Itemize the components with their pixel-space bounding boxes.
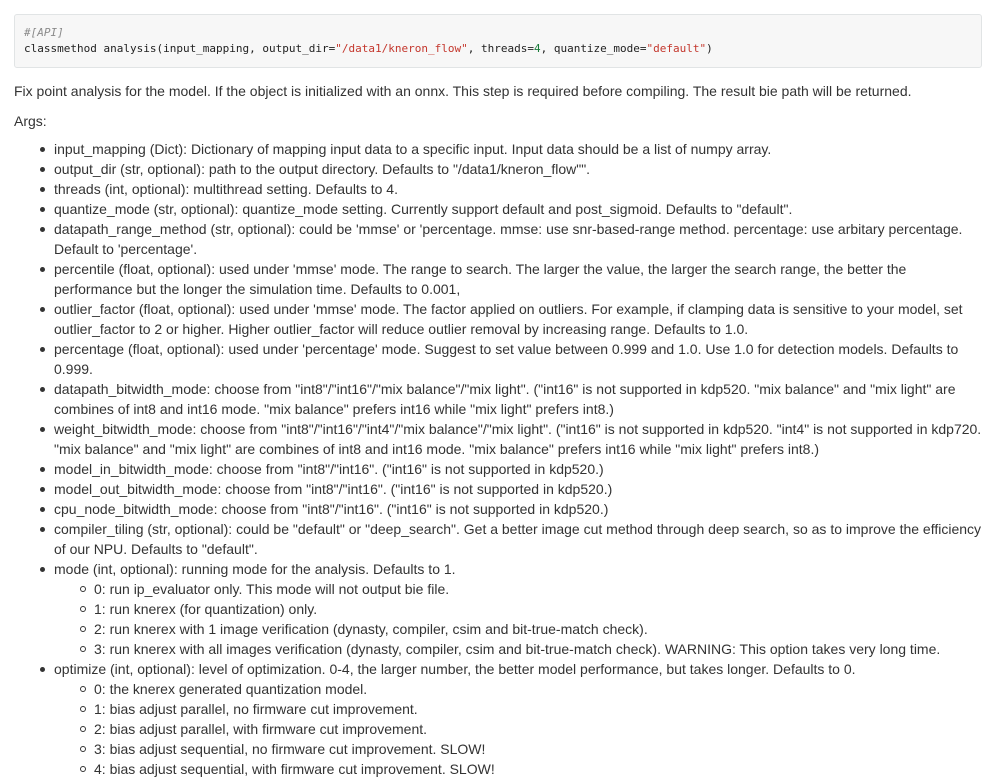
arg-mode-text: mode (int, optional): running mode for the analysis. Defaults to 1. (54, 561, 456, 577)
code-quantize-value: "default" (646, 42, 707, 55)
arg-datapath-range-method: datapath_range_method (str, optional): could be 'mmse' or 'percentage. mmse: use snr-based-range method. percentage: use arbitary percentage. Default to 'percentage'. (54, 219, 984, 259)
arg-compiler-tiling: compiler_tiling (str, optional): could be "default" or "deep_search". Get a better image cut method through deep search, so as to improve the efficiency of our NPU. Defaults to "default". (54, 519, 984, 559)
code-output-dir-value: "/data1/kneron_flow" (335, 42, 468, 55)
arg-input-mapping: input_mapping (Dict): Dictionary of mapping input data to a specific input. Input data should be a list of numpy array. (54, 139, 984, 159)
arg-threads: threads (int, optional): multithread setting. Defaults to 4. (54, 179, 984, 199)
mode-option: 0: run ip_evaluator only. This mode will not output bie file. (94, 579, 984, 599)
code-signature (24, 41, 972, 57)
optimize-option: 1: bias adjust parallel, no firmware cut improvement. (94, 699, 984, 719)
arg-output-dir: output_dir (str, optional): path to the output directory. Defaults to "/data1/kneron_flow"". (54, 159, 984, 179)
code-suffix: ) (706, 42, 713, 55)
optimize-option: 4: bias adjust sequential, with firmware cut improvement. SLOW! (94, 759, 984, 779)
args-list (0, 139, 984, 779)
mode-options-list (54, 579, 984, 659)
code-threads-value: 4 (533, 42, 541, 55)
arg-outlier-factor: outlier_factor (float, optional): used under 'mmse' mode. The factor applied on outliers. For example, if clamping data is sensitive to your model, set outlier_factor to 2 or higher. Higher outlier_factor will reduce outlier removal by increasing range. Defaults to 1.0. (54, 299, 984, 339)
arg-percentile: percentile (float, optional): used under 'mmse' mode. The range to search. The larger the value, the larger the search range, the better the performance but the longer the simulation time. Defaults to 0.001, (54, 259, 984, 299)
optimize-options-list (54, 679, 984, 779)
arg-weight-bitwidth-mode: weight_bitwidth_mode: choose from "int8"/"int16"/"int4"/"mix balance"/"mix light". ("int16" is not supported in kdp520. "int4" is not supported in kdp720. "mix balance" and "mix light" are combines of int8 and int16 mode. "mix balance" prefers int16 while "mix light" prefers int8.) (54, 419, 984, 459)
arg-model-in-bitwidth-mode: model_in_bitwidth_mode: choose from "int8"/"int16". ("int16" is not supported in kdp520.) (54, 459, 984, 479)
arg-datapath-bitwidth-mode: datapath_bitwidth_mode: choose from "int8"/"int16"/"mix balance"/"mix light". ("int16" is not supported in kdp520. "mix balance" and "mix light" are combines of int8 and int16 mode. "mix balance" prefers int16 while "mix light" prefers int8.) (54, 379, 984, 419)
arg-model-out-bitwidth-mode: model_out_bitwidth_mode: choose from "int8"/"int16". ("int16" is not supported in kdp520.) (54, 479, 984, 499)
arg-optimize (54, 659, 984, 779)
args-heading: Args: (14, 113, 47, 129)
optimize-option: 2: bias adjust parallel, with firmware cut improvement. (94, 719, 984, 739)
code-comment: #[API] (24, 26, 64, 39)
mode-option: 2: run knerex with 1 image verification (dynasty, compiler, csim and bit-true-match check). (94, 619, 984, 639)
code-mid2: , quantize_mode= (540, 42, 647, 55)
arg-cpu-node-bitwidth-mode: cpu_node_bitwidth_mode: choose from "int8"/"int16". ("int16" is not supported in kdp520.) (54, 499, 984, 519)
code-block (14, 14, 982, 68)
code-prefix: classmethod analysis(input_mapping, output_dir= (24, 42, 336, 55)
arg-mode (54, 559, 984, 659)
arg-quantize-mode: quantize_mode (str, optional): quantize_mode setting. Currently support default and post_sigmoid. Defaults to "default". (54, 199, 984, 219)
arg-percentage: percentage (float, optional): used under 'percentage' mode. Suggest to set value between 0.999 and 1.0. Use 1.0 for detection models. Defaults to 0.999. (54, 339, 984, 379)
method-description: Fix point analysis for the model. If the object is initialized with an onnx. This step is required before compiling. The result bie path will be returned. (14, 83, 912, 99)
optimize-option: 3: bias adjust sequential, no firmware cut improvement. SLOW! (94, 739, 984, 759)
code-mid1: , threads= (467, 42, 534, 55)
mode-option: 3: run knerex with all images verification (dynasty, compiler, csim and bit-true-match check). WARNING: This option takes very long time. (94, 639, 984, 659)
mode-option: 1: run knerex (for quantization) only. (94, 599, 984, 619)
arg-optimize-text: optimize (int, optional): level of optimization. 0-4, the larger number, the better model performance, but takes longer. Defaults to 0. (54, 661, 856, 677)
optimize-option: 0: the knerex generated quantization model. (94, 679, 984, 699)
